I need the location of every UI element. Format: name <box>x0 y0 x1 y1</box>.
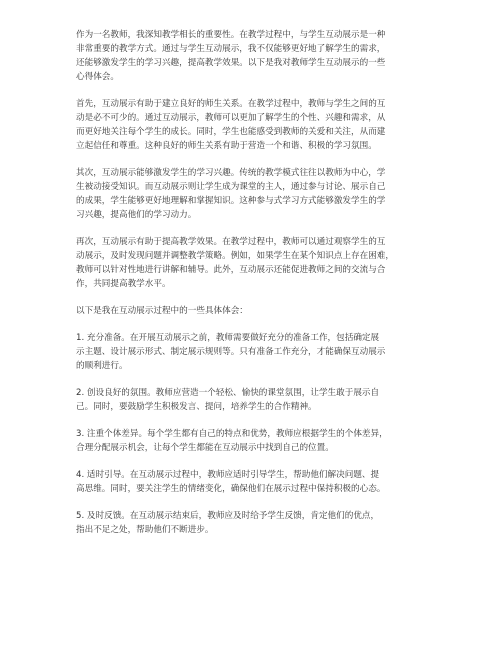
document-body <box>76 28 436 550</box>
list-intro-paragraph: 以下是我在互动展示过程中的一些具体体会： <box>76 306 248 316</box>
intro-paragraph: 作为一名教师，我深知教学相长的重要性。在教学过程中，与学生互动展示是一种 非常重要的教学方式。通过与学生互动展示，我不仅能够更好地了解学生的需求， 还能够激发学生的学习兴趣，提高教学效果。以下是我对教师学生互动展示的一些 心得体会。 <box>76 30 386 82</box>
list-item-2: 2. 创设良好的氛围。教师应营造一个轻松、愉快的课堂氛围，让学生敢于展示自 己。同时，要鼓励学生积极发言、提问，培养学生的合作精神。 <box>76 388 380 412</box>
list-item-5: 5. 及时反馈。在互动展示结束后，教师应及时给予学生反馈，肯定他们的优点， 指出不足之处，帮助他们不断进步。 <box>76 511 380 535</box>
experience-list <box>76 331 436 537</box>
list-item-1: 1. 充分准备。在开展互动展示之前，教师需要做好充分的准备工作，包括确定展 示主题、设计展示形式、制定展示规则等。只有准备工作充分，才能确保互动展示 的顺利进行。 <box>76 333 386 371</box>
third-point-paragraph: 再次，互动展示有助于提高教学效果。在教学过程中，教师可以通过观察学生的互 动展示，及时发现问题并调整教学策略。例如，如果学生在某个知识点上存在困难， 教师可以针对性地进行讲解和辅导。此外，互动展示还能促进教师之间的交流与合 作，共同提高教学水平。 <box>76 237 394 289</box>
first-point-paragraph: 首先，互动展示有助于建立良好的师生关系。在教学过程中，教师与学生之间的互 动是必不可少的。通过互动展示，教师可以更加了解学生的个性、兴趣和需求，从 而更好地关注每个学生的成长。同时，学生也能感受到教师的关爱和关注，从而建 立起信任和尊重。这种良好的师生关系有助于营造一个和谐、积极的学习氛围。 <box>76 99 386 151</box>
list-item-3: 3. 注重个体差异。每个学生都有自己的特点和优势，教师应根据学生的个体差异， 合理分配展示机会，让每个学生都能在互动展示中找到自己的位置。 <box>76 429 388 453</box>
second-point-paragraph: 其次，互动展示能够激发学生的学习兴趣。传统的教学模式往往以教师为中心，学 生被动接受知识。而互动展示则让学生成为课堂的主人，通过参与讨论、展示自己 的成果，学生能够更好地理解和掌握知识。这种参与式学习方式能够激发学生的学 习兴趣，提高他们的学习动力。 <box>76 168 386 220</box>
list-item-4: 4. 适时引导。在互动展示过程中，教师应适时引导学生，帮助他们解决问题、提 高思维。同时，要关注学生的情绪变化，确保他们在展示过程中保持积极的心态。 <box>76 470 386 494</box>
